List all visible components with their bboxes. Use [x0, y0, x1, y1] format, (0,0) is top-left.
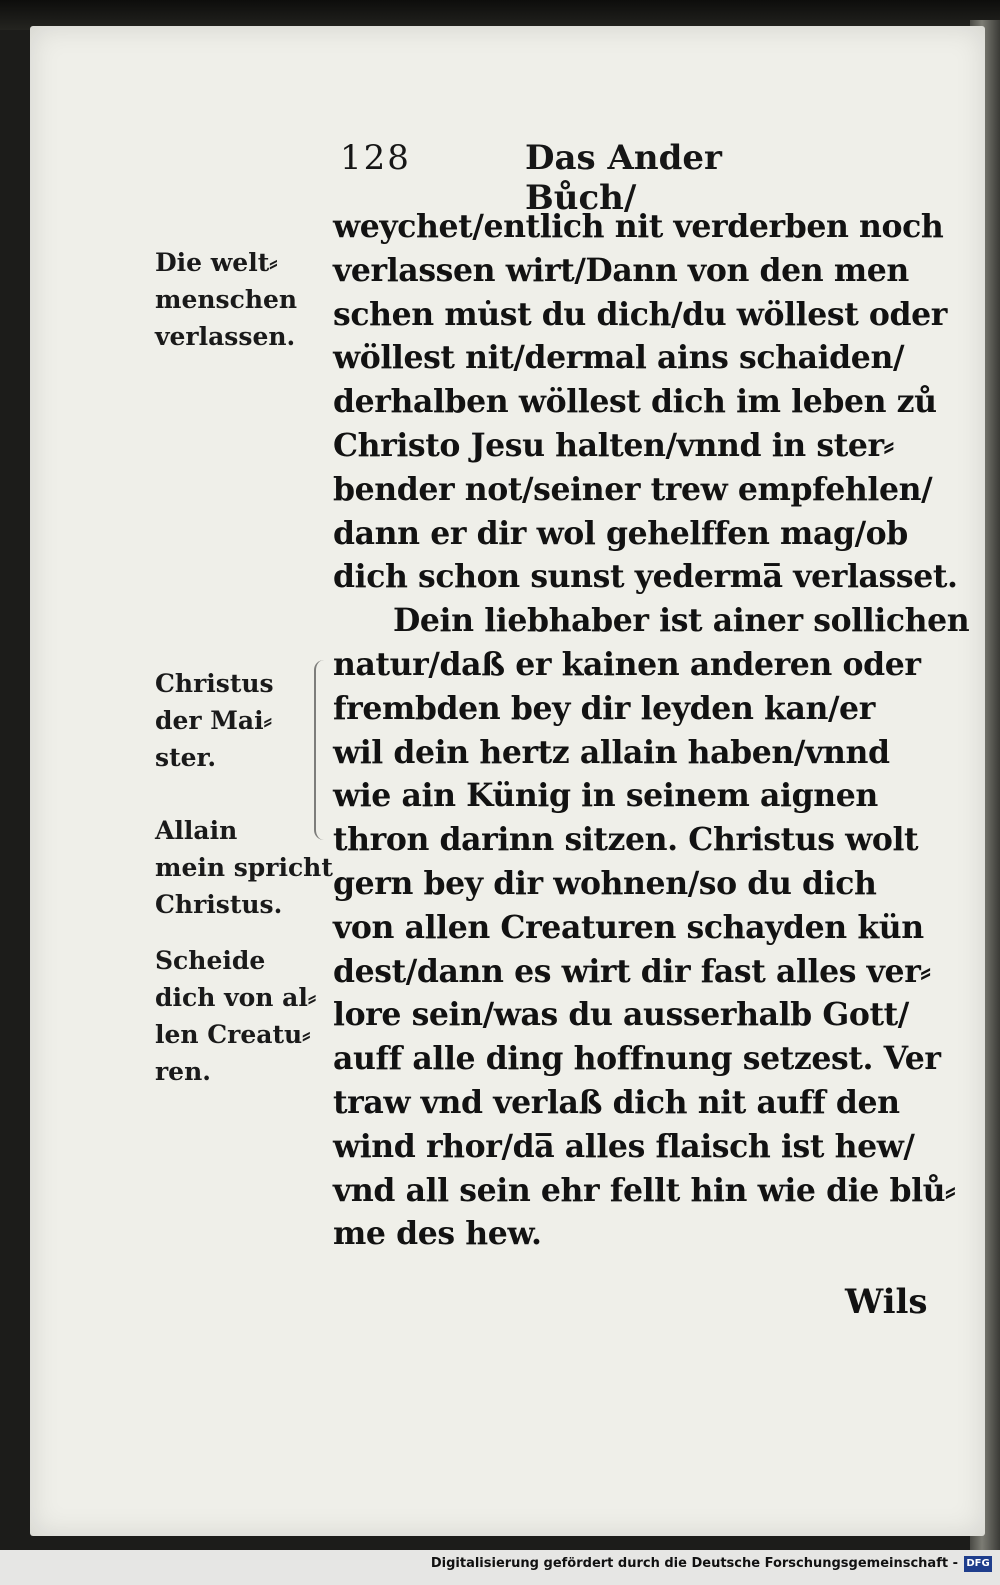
text-line: derhalben wöllest dich im leben zů	[333, 383, 937, 421]
text-line: wind rhor/da̅ alles flaisch ist hew/	[333, 1127, 915, 1165]
margin-note-line: len Creatu⸗	[155, 1020, 311, 1049]
text-line: bender not/seiner trew empfehlen/	[333, 470, 933, 508]
text-line: wil dein hertz allain haben/vnnd	[333, 733, 890, 771]
dfg-logo: DFG	[964, 1556, 992, 1572]
margin-note-line: Allain	[155, 816, 238, 845]
margin-note-line: Christus	[155, 669, 274, 698]
text-line: dich schon sunst yederma̅ verlasset.	[333, 558, 958, 596]
text-line: vnd all sein ehr fellt hin wie die blů⸗	[333, 1171, 956, 1209]
margin-note-line: ster.	[155, 743, 217, 772]
text-line: lore sein/was du ausserhalb Gott/	[333, 996, 909, 1034]
main-text-block	[333, 205, 970, 1256]
margin-note	[155, 812, 335, 923]
margin-note	[155, 942, 335, 1090]
catchword: Wils	[845, 1282, 928, 1322]
text-line: natur/daß er kainen anderen oder	[333, 645, 921, 683]
text-line: weychet/entlich nit verderben noch	[333, 208, 944, 245]
text-line: thron darinn sitzen. Christus wolt	[333, 821, 919, 859]
margin-note-line: verlassen.	[155, 322, 296, 351]
running-title: Das Ander Bůch/	[525, 138, 722, 218]
margin-note-line: menschen	[155, 285, 298, 314]
margin-note-line: Scheide	[155, 946, 266, 975]
text-line: dest/dann es wirt dir fast alles ver⸗	[333, 952, 931, 990]
text-line: verlassen wirt/Dann von den men	[333, 251, 909, 289]
text-line: von allen Creaturen schayden kün	[333, 908, 924, 946]
text-line: auff alle ding hoffnung setzest. Ver	[333, 1040, 941, 1078]
margin-note-line: dich von al⸗	[155, 983, 317, 1012]
text-line: Christo Jesu halten/vnnd in ster⸗	[333, 426, 894, 464]
margin-note-line: Die welt⸗	[155, 248, 278, 277]
margin-note-line: mein spricht	[155, 853, 333, 882]
margin-note-line: Christus.	[155, 890, 283, 919]
text-line: frembden bey dir leyden kan/er	[333, 689, 875, 727]
digitization-credit: Digitalisierung gefördert durch die Deutsche Forschungsgemeinschaft -	[430, 1556, 958, 1571]
text-line: gern bey dir wohnen/so du dich	[333, 864, 877, 902]
margin-note-line: der Mai⸗	[155, 706, 272, 735]
margin-note	[155, 665, 335, 776]
margin-note-line: ren.	[155, 1057, 211, 1086]
text-line: traw vnd verlaß dich nit auff den	[333, 1083, 900, 1121]
running-head	[340, 138, 840, 218]
text-line: me des hew.	[333, 1215, 542, 1253]
page-number: 128	[340, 138, 411, 178]
paragraph-start-line: Dein liebhaber ist ainer sollichen	[393, 602, 970, 640]
text-line: dann er dir wol gehelffen mag/ob	[333, 514, 908, 552]
text-line: wöllest nit/dermal ains schaiden/	[333, 339, 905, 377]
margin-note	[155, 244, 335, 355]
text-line: schen mu̇st du dich/du wöllest oder	[333, 295, 948, 333]
text-line: wie ain Künig in seinem aignen	[333, 777, 878, 815]
